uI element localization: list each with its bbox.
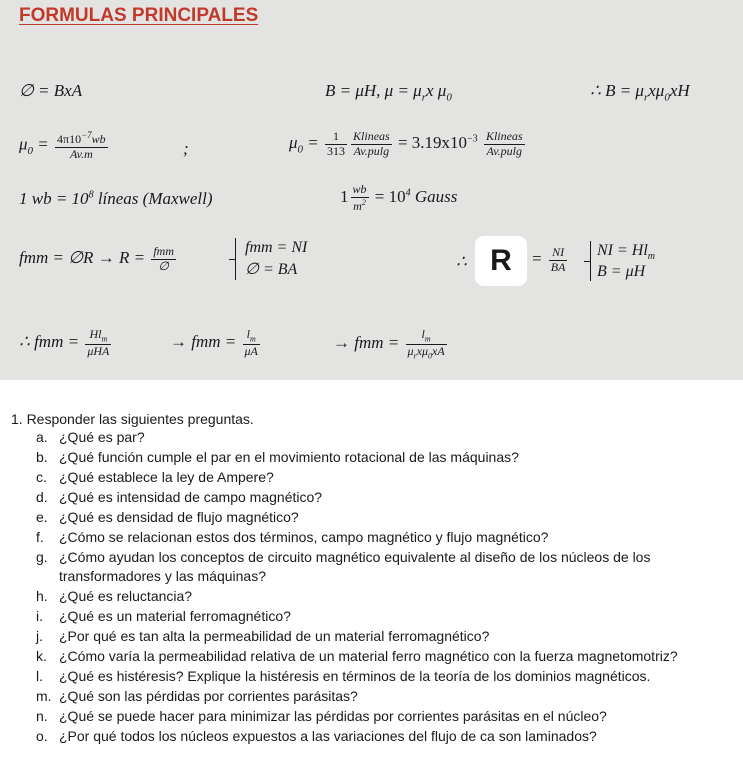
formula-flux: ∅ = BxA <box>19 81 83 100</box>
question-text: ¿Qué establece la ley de Ampere? <box>59 469 274 485</box>
question-item <box>36 488 736 507</box>
formula-gauss: 1 $\frac{wb}{m^2}$ = $10^4$ Gauss <box>340 182 458 213</box>
question-item <box>36 707 736 726</box>
question-text: ¿Qué son las pérdidas por corrientes parásitas? <box>59 688 358 704</box>
question-text: ¿Qué es densidad de flujo magnético? <box>59 509 299 525</box>
question-item <box>36 687 736 706</box>
question-letter: k. <box>36 648 47 664</box>
formula-weber-lines: 1 wb = $10^8$ líneas (Maxwell) <box>19 189 213 208</box>
formula-fmm-reluctance: fmm = ∅R → R = $\frac{\text{fmm}}{\emptyset}$ <box>19 244 174 273</box>
formula-fmm-c: → fmm = $\frac{l_m}{\mu_rx\mu_0xA}$ <box>333 327 445 360</box>
page-title: FORMULAS PRINCIPALES <box>19 5 259 26</box>
formula-mu0-si: $\mu_0$ = $\frac{4\pi 10^{-7}wb}{Av.m}$ <box>19 130 106 161</box>
questions-list <box>36 428 736 747</box>
question-letter: d. <box>36 489 48 505</box>
formula-b-full: ∴ $B = \mu_rx\mu_0xH$ <box>590 81 690 104</box>
question-letter: c. <box>36 469 47 485</box>
question-text: ¿Qué es histéresis? Explique la histéresis en términos de la teoría de los dominios magnéticos. <box>59 668 651 684</box>
question-item <box>36 647 736 666</box>
question-letter: g. <box>36 549 48 565</box>
question-text: ¿Qué función cumple el par en el movimiento rotacional de las máquinas? <box>59 449 519 465</box>
question-item <box>36 727 736 746</box>
brace1-top: fmm = NI <box>245 239 308 256</box>
question-item <box>36 528 736 547</box>
question-text: ¿Por qué todos los núcleos expuestos a las variaciones del flujo de ca son laminados? <box>59 728 597 744</box>
semicolon: ; <box>183 139 189 158</box>
question-letter: j. <box>36 628 43 644</box>
question-item <box>36 587 736 606</box>
brace2-bottom: B = μH <box>597 263 646 280</box>
question-text: ¿Qué es intensidad de campo magnético? <box>59 489 323 505</box>
brace2-top: NI = $Hl_m$ <box>597 242 656 263</box>
question-item <box>36 468 736 487</box>
question-text: ¿Cómo se relacionan estos dos términos, campo magnético y flujo magnético? <box>59 529 549 545</box>
question-text: ¿Cómo ayudan los conceptos de circuito magnético equivalente al diseño de los núcleos de los transformadores y las máquinas? <box>59 549 651 584</box>
formula-r-ni-ba: = $\frac{NI}{BA}$ <box>531 245 566 274</box>
question-text: ¿Qué es reluctancia? <box>59 588 193 604</box>
question-text: ¿Por qué es tan alta la permeabilidad de un material ferromagnético? <box>59 628 490 644</box>
reluctance-symbol-box: R <box>475 236 527 286</box>
question-letter: h. <box>36 588 48 604</box>
question-letter: i. <box>36 608 43 624</box>
therefore-symbol: ∴ <box>456 252 467 271</box>
question-item <box>36 607 736 626</box>
question-letter: l. <box>36 668 43 684</box>
questions-heading: 1. Responder las siguientes preguntas. <box>11 411 254 427</box>
question-item <box>36 627 736 646</box>
question-letter: a. <box>36 429 48 445</box>
question-item <box>36 667 736 686</box>
question-letter: m. <box>36 688 52 704</box>
question-letter: b. <box>36 449 48 465</box>
question-text: ¿Cómo varía la permeabilidad relativa de un material ferro magnético con la fuerza magnetomotriz? <box>59 648 678 664</box>
question-text: ¿Qué se puede hacer para minimizar las pérdidas por corrientes parásitas en el núcleo? <box>59 708 607 724</box>
question-letter: e. <box>36 509 48 525</box>
brace-right <box>590 241 591 281</box>
question-letter: f. <box>36 529 44 545</box>
question-letter: n. <box>36 708 48 724</box>
question-text: ¿Qué es un material ferromagnético? <box>59 608 291 624</box>
formula-fmm-b: → fmm = $\frac{l_m}{\mu A}$ <box>170 327 258 358</box>
brace-left <box>235 238 236 280</box>
question-item <box>36 448 736 467</box>
brace1-bottom: ∅ = BA <box>245 261 298 278</box>
formula-mu0-imperial: $\mu_0$ = $\frac{1}{313}$ $\frac{\text{Klineas}}{Av.pulg}$ = $3.19x10^{-3}$ $\frac{\text{Klineas}}{Av.pulg}$ <box>289 129 523 158</box>
formula-b-mu: B = μH, $\mu = \mu_rx$ $\mu_0$ <box>325 81 452 104</box>
question-item <box>36 548 736 586</box>
question-item <box>36 508 736 527</box>
question-item <box>36 428 736 447</box>
question-letter: o. <box>36 728 48 744</box>
formula-fmm-a: ∴ fmm = $\frac{Hl_m}{\text{μHA}}$ <box>19 327 110 358</box>
formula-panel <box>0 0 743 380</box>
question-text: ¿Qué es par? <box>59 429 145 445</box>
